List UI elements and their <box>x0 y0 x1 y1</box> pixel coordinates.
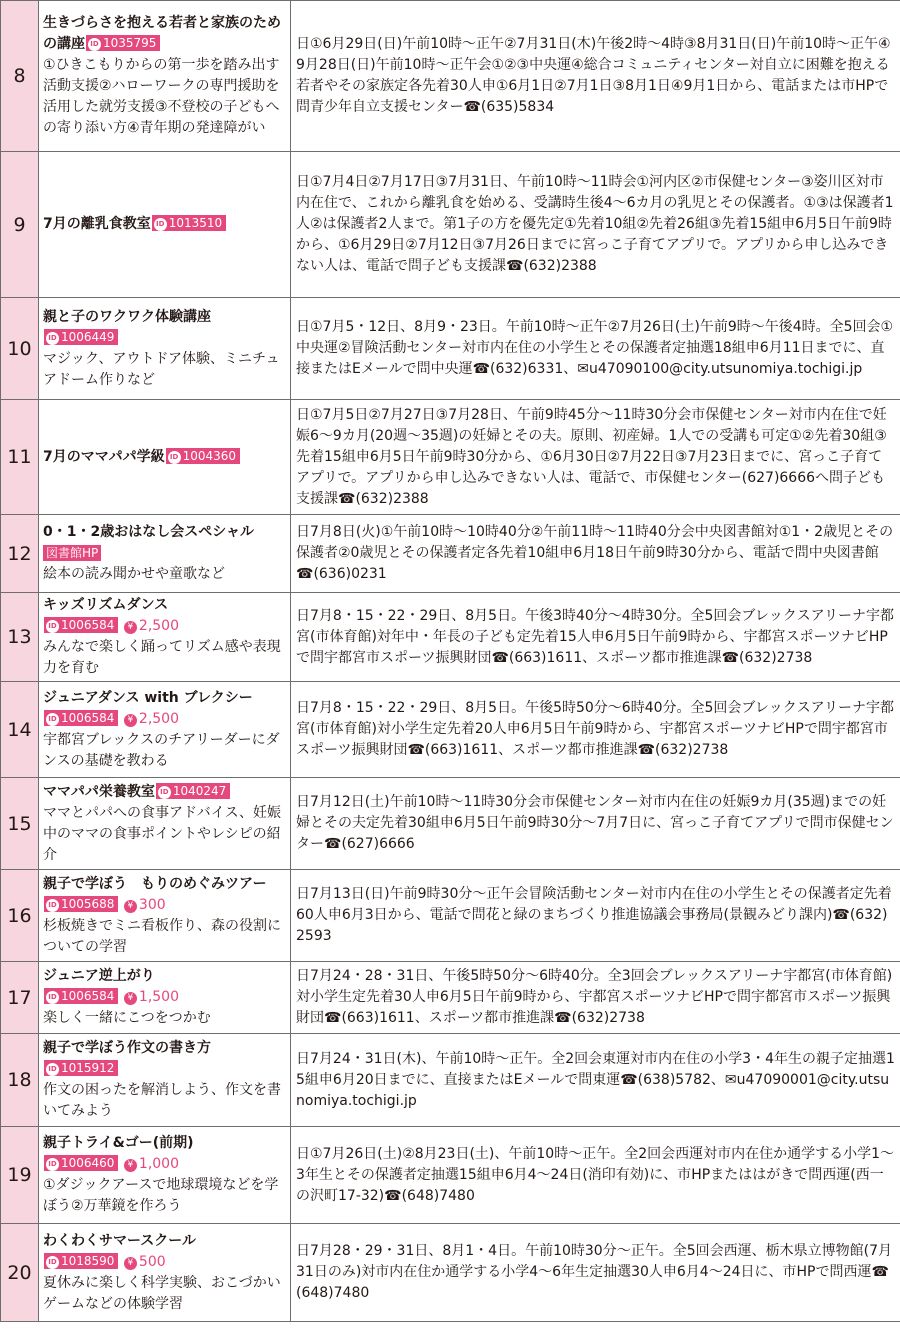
id-number: 1018590 <box>61 1253 115 1268</box>
id-badge <box>44 1155 118 1171</box>
event-title: 親子で学ぼう もりのめぐみツアー <box>43 875 267 892</box>
event-details: 日①7月4日②7月17日③7月31日、午前10時～11時会①河内区②市保健センター③姿川区対市内在住で、これから離乳食を始める、受講時生後4～6カ月の乳児とその保護者。①③は保護者1人②は保護者2人まで。第1子の方を優先定①先着10組②先着26組③先着15組申6月5日午前9時から、①6月29日②7月12日③7月26日までに宮っこ子育てアプリで。アプリから申し込みできない人は、電話で問子ども支援課☎(632)2388 <box>291 152 900 298</box>
fee-amount: 2,500 <box>138 710 179 727</box>
id-badge <box>44 1060 118 1076</box>
id-icon: ID <box>88 38 101 51</box>
event-description: みんなで楽しく踊ってリズム感や表現力を育む <box>43 639 281 676</box>
event-details: 日7月12日(土)午前10時～11時30分会市保健センター対市内在住の妊娠9カ月(35週)までの妊婦とその夫定先着30組申6月5日午前9時30分～7月7日に、宮っこ子育てアプリで問市保健センター☎(627)6666 <box>291 778 900 870</box>
event-title-cell <box>39 1034 291 1127</box>
yen-icon: ¥ <box>124 714 137 727</box>
fee <box>124 711 179 727</box>
fee-amount: 300 <box>138 896 166 913</box>
id-badge <box>44 329 118 345</box>
id-number: 1006449 <box>61 329 115 344</box>
row-number: 17 <box>1 962 39 1034</box>
row-number: 12 <box>1 515 39 593</box>
event-description: ①ダジックアースで地球環境などを学ぼう②万華鏡を作ろう <box>43 1177 279 1214</box>
id-number: 1006584 <box>61 618 115 632</box>
yen-icon: ¥ <box>124 1159 137 1172</box>
id-badge <box>156 783 230 799</box>
event-title-cell <box>39 400 291 515</box>
event-details: 日7月8・15・22・29日、8月5日。午後3時40分～4時30分。全5回会ブレックスアリーナ宇都宮(市体育館)対年中・年長の子ども定先着15人申6月5日午前9時から、宇都宮スポーツナビHPで問宇都宮市スポーツ振興財団☎(663)1611、スポーツ都市推進課☎(632)2738 <box>291 593 900 682</box>
id-number: 1013510 <box>168 216 223 230</box>
event-title-cell <box>39 1224 291 1322</box>
fee-amount: 1,500 <box>138 989 179 1005</box>
table-row <box>1 1 900 152</box>
id-number: 1005688 <box>61 896 115 911</box>
event-title-cell <box>39 962 291 1034</box>
event-title-cell <box>39 1127 291 1224</box>
event-description: 夏休みに楽しく科学実験、おこづかいゲームなどの体験学習 <box>43 1274 281 1312</box>
yen-icon: ¥ <box>124 992 137 1005</box>
event-title: 生きづらさを抱える若者と家族のための講座 <box>43 15 281 52</box>
event-details: 日7月8・15・22・29日、8月5日。午後5時50分～6時40分。全5回会ブレックスアリーナ宇都宮(市体育館)対小学生定先着20人申6月5日午前9時から、宇都宮スポーツナビHPで問宇都宮市スポーツ振興財団☎(663)1611、スポーツ都市推進課☎(632)2738 <box>291 682 900 778</box>
event-title: キッズリズムダンス <box>43 597 169 613</box>
id-badge <box>166 448 240 464</box>
fee <box>124 618 179 634</box>
table-row <box>1 1034 900 1127</box>
event-title-cell <box>39 1 291 152</box>
event-title-cell <box>39 682 291 778</box>
row-number: 19 <box>1 1127 39 1224</box>
event-details: 日7月8日(火)①午前10時～10時40分②午前11時～11時40分会中央図書館対①1・2歳児とその保護者②0歳児とその保護者定各先着10組申6月18日午前9時30分から、電話で問中央図書館☎(636)0231 <box>291 515 900 593</box>
fee-amount: 500 <box>138 1253 166 1270</box>
event-details: 日7月28・29・31日、8月1・4日。午前10時30分～正午。全5回会西運、栃木県立博物館(7月31日のみ)対市内在住か通学する小学4～6年生定抽選30人申6月4～24日に、市HPで問西運☎(648)7480 <box>291 1224 900 1322</box>
event-details: 日7月24・28・31日、午後5時50分～6時40分。全3回会ブレックスアリーナ宇都宮(市体育館)対小学生定先着30人申6月5日午前9時から、宇都宮スポーツナビHPで問宇都宮市スポーツ振興財団☎(663)1611、スポーツ都市推進課☎(632)2738 <box>291 962 900 1034</box>
table-row <box>1 870 900 962</box>
row-number: 15 <box>1 778 39 870</box>
event-title: 0・1・2歳おはなし会スペシャル <box>43 524 254 540</box>
id-number: 1004360 <box>182 448 237 463</box>
id-icon: ID <box>46 1256 59 1269</box>
library-hp-badge[interactable]: 図書館HP <box>43 545 101 561</box>
event-description: 作文の困ったを解消しよう、作文を書いてみよう <box>43 1082 281 1119</box>
event-description: マジック、アウトドア体験、ミニチュアドーム作りなど <box>43 350 280 388</box>
event-title-cell <box>39 152 291 298</box>
event-description: ママとパパへの食事アドバイス、妊娠中のママの食事ポイントやレシピの紹介 <box>43 804 281 863</box>
event-title-cell <box>39 870 291 962</box>
row-number: 14 <box>1 682 39 778</box>
table-row <box>1 1224 900 1322</box>
event-title-cell <box>39 515 291 593</box>
yen-icon: ¥ <box>124 900 137 913</box>
event-details: 日①7月5・12日、8月9・23日。午前10時～正午②7月26日(土)午前9時～午後4時。全5回会①中央運②冒険活動センター対市内在住の小学生とその保護者定抽選18組申6月11日までに、直接またはEメールで問中央運☎(632)6331、✉u47090100@city.utsunomiya.tochigi.jp <box>291 298 900 400</box>
row-number: 8 <box>1 1 39 152</box>
event-title: 7月のママパパ学級 <box>43 448 165 465</box>
event-title: ジュニア逆上がり <box>43 968 155 984</box>
id-badge <box>86 35 160 51</box>
id-icon: ID <box>46 713 59 726</box>
id-icon: ID <box>46 1063 59 1076</box>
fee <box>124 1156 179 1172</box>
id-icon: ID <box>46 1158 59 1171</box>
table-row <box>1 682 900 778</box>
event-description: 杉板焼きでミニ看板作り、森の役割についての学習 <box>43 917 281 955</box>
event-details: 日①7月5日②7月27日③7月28日、午前9時45分～11時30分会市保健センター対市内在住で妊娠6～9カ月(20週～35週)の妊婦とその夫。原則、初産婦。1人での受講も可定①②先着30組③先着15組申6月5日午前9時30分から、①6月30日②7月22日③7月23日までに、宮っこ子育てアプリで。アプリから申し込みできない人は、電話で、市保健センター(627)6666へ問子ども支援課☎(632)2388 <box>291 400 900 515</box>
event-description: 宇都宮ブレックスのチアリーダーにダンスの基礎を教わる <box>43 731 280 769</box>
id-icon: ID <box>168 451 181 464</box>
id-icon: ID <box>158 786 171 799</box>
table-row <box>1 593 900 682</box>
event-title: 親と子のワクワク体験講座 <box>43 308 211 325</box>
event-title: 7月の離乳食教室 <box>43 216 151 232</box>
event-details: 日7月24・31日(木)、午前10時～正午。全2回会東運対市内在住の小学3・4年生の親子定抽選15組申6月20日までに、直接またはEメールで問東運☎(638)5782、✉u47090001@city.utsunomiya.tochigi.jp <box>291 1034 900 1127</box>
row-number: 16 <box>1 870 39 962</box>
id-number: 1040247 <box>172 783 227 798</box>
event-title: ジュニアダンス with ブレクシー <box>43 689 253 706</box>
table-row <box>1 400 900 515</box>
event-title: わくわくサマースクール <box>43 1232 197 1249</box>
id-number: 1035795 <box>103 36 157 50</box>
row-number: 13 <box>1 593 39 682</box>
table-row <box>1 298 900 400</box>
event-title: 親子で学ぼう作文の書き方 <box>43 1040 211 1056</box>
id-icon: ID <box>46 991 59 1004</box>
id-icon: ID <box>154 218 167 231</box>
id-number: 1006584 <box>61 989 115 1003</box>
event-title-cell <box>39 298 291 400</box>
event-title: ママパパ栄養教室 <box>43 783 155 800</box>
id-badge <box>152 215 226 231</box>
event-title-cell <box>39 778 291 870</box>
id-number: 1015912 <box>61 1061 115 1075</box>
event-title: 親子トライ&ゴー(前期) <box>43 1135 194 1151</box>
yen-icon: ¥ <box>124 621 137 634</box>
table-row <box>1 152 900 298</box>
event-description: 絵本の読み聞かせや童歌など <box>43 566 225 582</box>
row-number: 9 <box>1 152 39 298</box>
id-icon: ID <box>46 332 59 345</box>
id-icon: ID <box>46 620 59 633</box>
table-row <box>1 1127 900 1224</box>
event-description: 楽しく一緒にこつをつかむ <box>43 1010 211 1026</box>
fee <box>124 1254 166 1270</box>
id-number: 1006460 <box>61 1156 115 1170</box>
fee-amount: 2,500 <box>138 618 179 634</box>
id-badge <box>44 617 118 633</box>
event-details: 日①7月26日(土)②8月23日(土)、午前10時～正午。全2回会西運対市内在住か通学する小学1～3年生とその保護者定抽選15組申6月4～24日(消印有効)に、市HPまたははがきで問西運(西一の沢町17-32)☎(648)7480 <box>291 1127 900 1224</box>
event-title-cell <box>39 593 291 682</box>
event-details: 日7月13日(日)午前9時30分～正午会冒険活動センター対市内在住の小学生とその保護者定先着60人申6月3日から、電話で問花と緑のまちづくり推進協議会事務局(景観みどり課内)☎(632)2593 <box>291 870 900 962</box>
id-badge <box>44 1253 118 1269</box>
id-icon: ID <box>46 899 59 912</box>
fee <box>124 989 179 1005</box>
fee-amount: 1,000 <box>138 1156 179 1172</box>
table-row <box>1 962 900 1034</box>
row-number: 20 <box>1 1224 39 1322</box>
event-description: ①ひきこもりからの第一歩を踏み出す活動支援②ハローワークの専門援助を活用した就労支援③不登校の子どもへの寄り添い方④青年期の発達障がい <box>43 57 280 136</box>
fee <box>124 897 166 913</box>
table-row <box>1 515 900 593</box>
table-row <box>1 778 900 870</box>
row-number: 10 <box>1 298 39 400</box>
row-number: 11 <box>1 400 39 515</box>
yen-icon: ¥ <box>124 1257 137 1270</box>
id-badge <box>44 988 118 1004</box>
id-badge <box>44 896 118 912</box>
id-number: 1006584 <box>61 710 115 725</box>
row-number: 18 <box>1 1034 39 1127</box>
events-table-body <box>1 1 900 1322</box>
id-badge <box>44 710 118 726</box>
event-details: 日①6月29日(日)午前10時～正午②7月31日(木)午後2時～4時③8月31日(日)午前10時～正午④9月28日(日)午前10時～正午会①②③中央運④総合コミュニティセンター対自立に困難を抱える若者やその家族定各先着30人申①6月1日②7月1日③8月1日④9月1日から、電話または市HPで問青少年自立支援センター☎(635)5834 <box>291 1 900 152</box>
